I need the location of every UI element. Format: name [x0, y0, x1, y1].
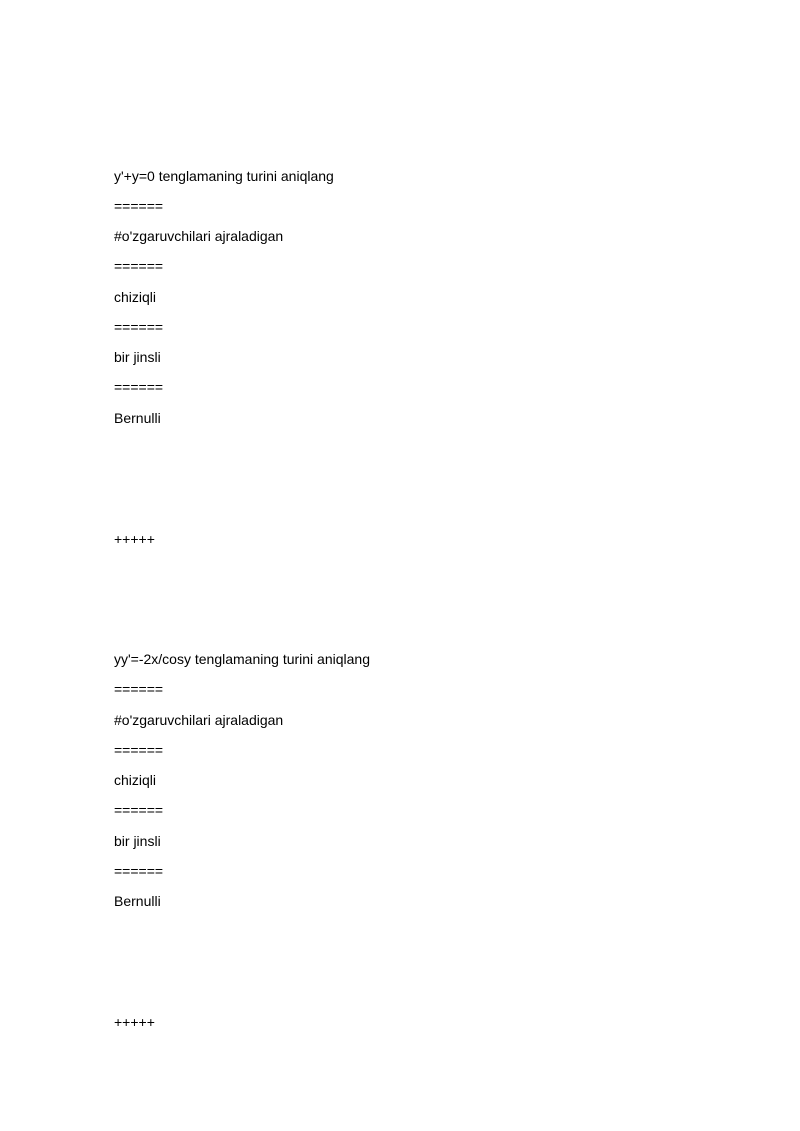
separator: ====== [114, 379, 164, 395]
question-text: y'+y=0 tenglamaning turini aniqlang [114, 168, 334, 184]
separator: ====== [114, 319, 164, 335]
question-end-marker: +++++ [114, 1014, 155, 1030]
question-text: yy'=-2x/cosy tenglamaning turini aniqlang [114, 651, 370, 667]
answer-option-correct: #o'zgaruvchilari ajraladigan [114, 228, 284, 244]
separator: ====== [114, 802, 164, 818]
answer-option: Bernulli [114, 893, 161, 909]
answer-option: Bernulli [114, 410, 161, 426]
separator: ====== [114, 681, 164, 697]
separator: ====== [114, 258, 164, 274]
separator: ====== [114, 863, 164, 879]
answer-option: chiziqli [114, 772, 157, 788]
answer-option: bir jinsli [114, 833, 161, 849]
answer-option: bir jinsli [114, 349, 161, 365]
answer-option-correct: #o'zgaruvchilari ajraladigan [114, 712, 284, 728]
separator: ====== [114, 742, 164, 758]
separator: ====== [114, 198, 164, 214]
question-end-marker: +++++ [114, 531, 155, 547]
answer-option: chiziqli [114, 289, 157, 305]
